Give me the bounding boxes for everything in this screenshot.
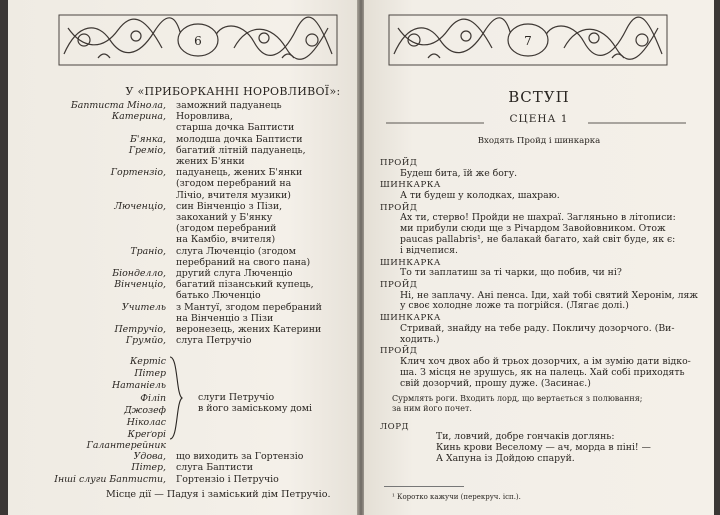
speaker-name: ЛОРД: [380, 422, 409, 433]
place-of-action: Місце дії — Падуя і заміський дім Петручіо.: [106, 489, 331, 500]
ornament-header-icon: [58, 14, 338, 66]
character-description: Гортензіо і Петручіо: [176, 473, 279, 485]
character-name: Баптиста Мінола,: [70, 100, 166, 111]
speech-line: То ти заплатиш за ті чарки, що побив, чи ні?: [400, 267, 622, 279]
servant-name: Джозеф: [124, 404, 166, 416]
character-name: Біонделло,: [112, 268, 166, 279]
character-description: (згодом перебраний на: [176, 178, 292, 190]
servant-name: Креґорі: [127, 429, 166, 441]
character-description: Норовлива,: [176, 111, 233, 123]
character-description: заможний падуанець: [176, 100, 282, 111]
speech-line: Стривай, знайду на тебе раду. Покличу дозорчого. (Ви-: [400, 322, 675, 334]
stage-direction: Сурмлять роги. Входить лорд, що вертається з полювання;: [392, 394, 643, 404]
character-name: Петручіо,: [114, 324, 166, 335]
character-description: на Вінченціо з Пізи: [176, 312, 274, 324]
page-number: 7: [524, 34, 532, 48]
ornament-header-icon: [388, 14, 668, 66]
speech-line: у своє холодне ложе та погрійся. (Лягає долі.): [400, 300, 629, 312]
character-name: Траніо,: [130, 245, 166, 257]
speech-line: paucas pallabris¹, не балакай багато, хай світ буде, як є:: [400, 234, 676, 245]
speech-line: ми прибули сюди ще з Річардом Завойовником. Отож: [400, 223, 666, 235]
character-name: Греміо,: [128, 144, 166, 156]
servant-name: Пітер: [134, 368, 166, 380]
character-description: багатий пізанський купець,: [176, 279, 314, 291]
left-page: [8, 0, 358, 515]
character-name: Вінченціо,: [114, 279, 166, 291]
speech-line: А ти будеш у колодках, шахраю.: [400, 190, 560, 201]
speaker-name: ПРОЙД: [380, 202, 418, 213]
verse-line: Кинь крови Веселому — ач, морда в піні! —: [436, 442, 651, 454]
servant-name: Філіп: [140, 392, 166, 404]
footnote-rule: [384, 486, 464, 487]
character-description: з Мантуї, згодом перебраний: [176, 301, 322, 313]
servant-name: Кертіс: [130, 356, 166, 367]
character-name: Галантерейник: [86, 440, 166, 451]
speech-line: свій дозорчий, прошу дуже. (Засинає.): [400, 377, 591, 389]
speech-line: Клич хоч двох або й трьох дозорчих, а ім зумію дати відко-: [400, 356, 691, 367]
speaker-name: ШИНКАРКА: [380, 180, 441, 191]
character-description: батько Люченціо: [176, 290, 261, 302]
character-description: Лічіо, вчителя музики): [176, 189, 291, 201]
character-name: Б'янка,: [129, 133, 166, 145]
speaker-name: ПРОЙД: [380, 346, 418, 357]
character-description: молодша дочка Баптисти: [176, 133, 303, 145]
page-number: 6: [194, 34, 202, 48]
character-name: Катерина,: [111, 111, 166, 123]
character-description: жених Б'янки: [176, 156, 245, 167]
character-description: на Камбіо, вчителя): [176, 234, 276, 246]
character-description: що виходить за Гортензіо: [176, 451, 304, 463]
verse-line: Ти, ловчий, добре гончаків доглянь:: [436, 431, 615, 443]
speech-line: Ні, не заплачу. Ані пенса. Іди, хай тобі святий Херонім, ляж: [400, 289, 698, 301]
servants-description: слуги Петручіо в його заміському домі: [198, 392, 313, 415]
entrance-direction: Входять Пройд і шинкарка: [477, 136, 601, 146]
character-name: Грумйо,: [125, 335, 166, 347]
character-description: (згодом перебраний: [176, 223, 277, 235]
speech-line: ша. З місця не зрушусь, як на палець. Хай собі приходять: [400, 366, 685, 378]
servant-name: Натаніель: [111, 380, 166, 392]
character-description: веронезець, жених Катерини: [176, 324, 322, 335]
speaker-name: ШИНКАРКА: [380, 313, 441, 324]
cast-title: У «ПРИБОРКАННІ НОРОВЛИВОЇ»:: [125, 85, 341, 98]
right-page: [364, 0, 714, 515]
character-name: Удова,: [133, 451, 166, 463]
character-description: слуга Люченціо (згодом: [176, 245, 296, 257]
character-name: Учитель: [121, 301, 166, 313]
scene-title: СЦЕНА 1: [509, 113, 569, 125]
verse-line: А Хапуна із Дойдою спаруй.: [436, 453, 575, 464]
character-description: слуга Баптисти: [176, 462, 254, 474]
speech-line: ходить.): [400, 333, 440, 345]
speaker-name: ПРОЙД: [380, 158, 418, 168]
speech-line: Ах ти, стерво! Пройди не шахраї. Загляньно в літописи:: [400, 212, 676, 224]
brace-icon: [168, 356, 186, 440]
character-description: закоханий у Б'янку: [176, 212, 273, 223]
speech-line: Будеш бита, їй же богу.: [400, 167, 518, 179]
character-description: другий слуга Люченціо: [176, 268, 293, 279]
character-name: Інші слуги Баптисти,: [54, 473, 166, 485]
stage-direction: за ним його почет.: [392, 404, 472, 414]
servant-name: Ніколас: [126, 417, 166, 428]
character-description: старша дочка Баптисти: [176, 122, 295, 134]
character-description: багатий літній падуанець,: [176, 144, 306, 156]
footnote: ¹ Коротко кажучи (перекруч. ісп.).: [392, 493, 521, 501]
character-description: син Вінченціо з Пізи,: [176, 200, 283, 212]
character-description: перебраний на свого пана): [176, 256, 311, 268]
speaker-name: ПРОЙД: [380, 280, 418, 290]
character-description: слуга Петручіо: [176, 335, 252, 347]
speaker-name: ШИНКАРКА: [380, 257, 441, 268]
speech-line: і відчепися.: [400, 244, 458, 256]
character-name: Пітер,: [131, 462, 166, 474]
character-name: Люченціо,: [114, 200, 166, 212]
character-description: падуанець, жених Б'янки: [176, 167, 303, 179]
character-name: Гортензіо,: [110, 167, 166, 179]
section-heading: ВСТУП: [508, 88, 570, 106]
